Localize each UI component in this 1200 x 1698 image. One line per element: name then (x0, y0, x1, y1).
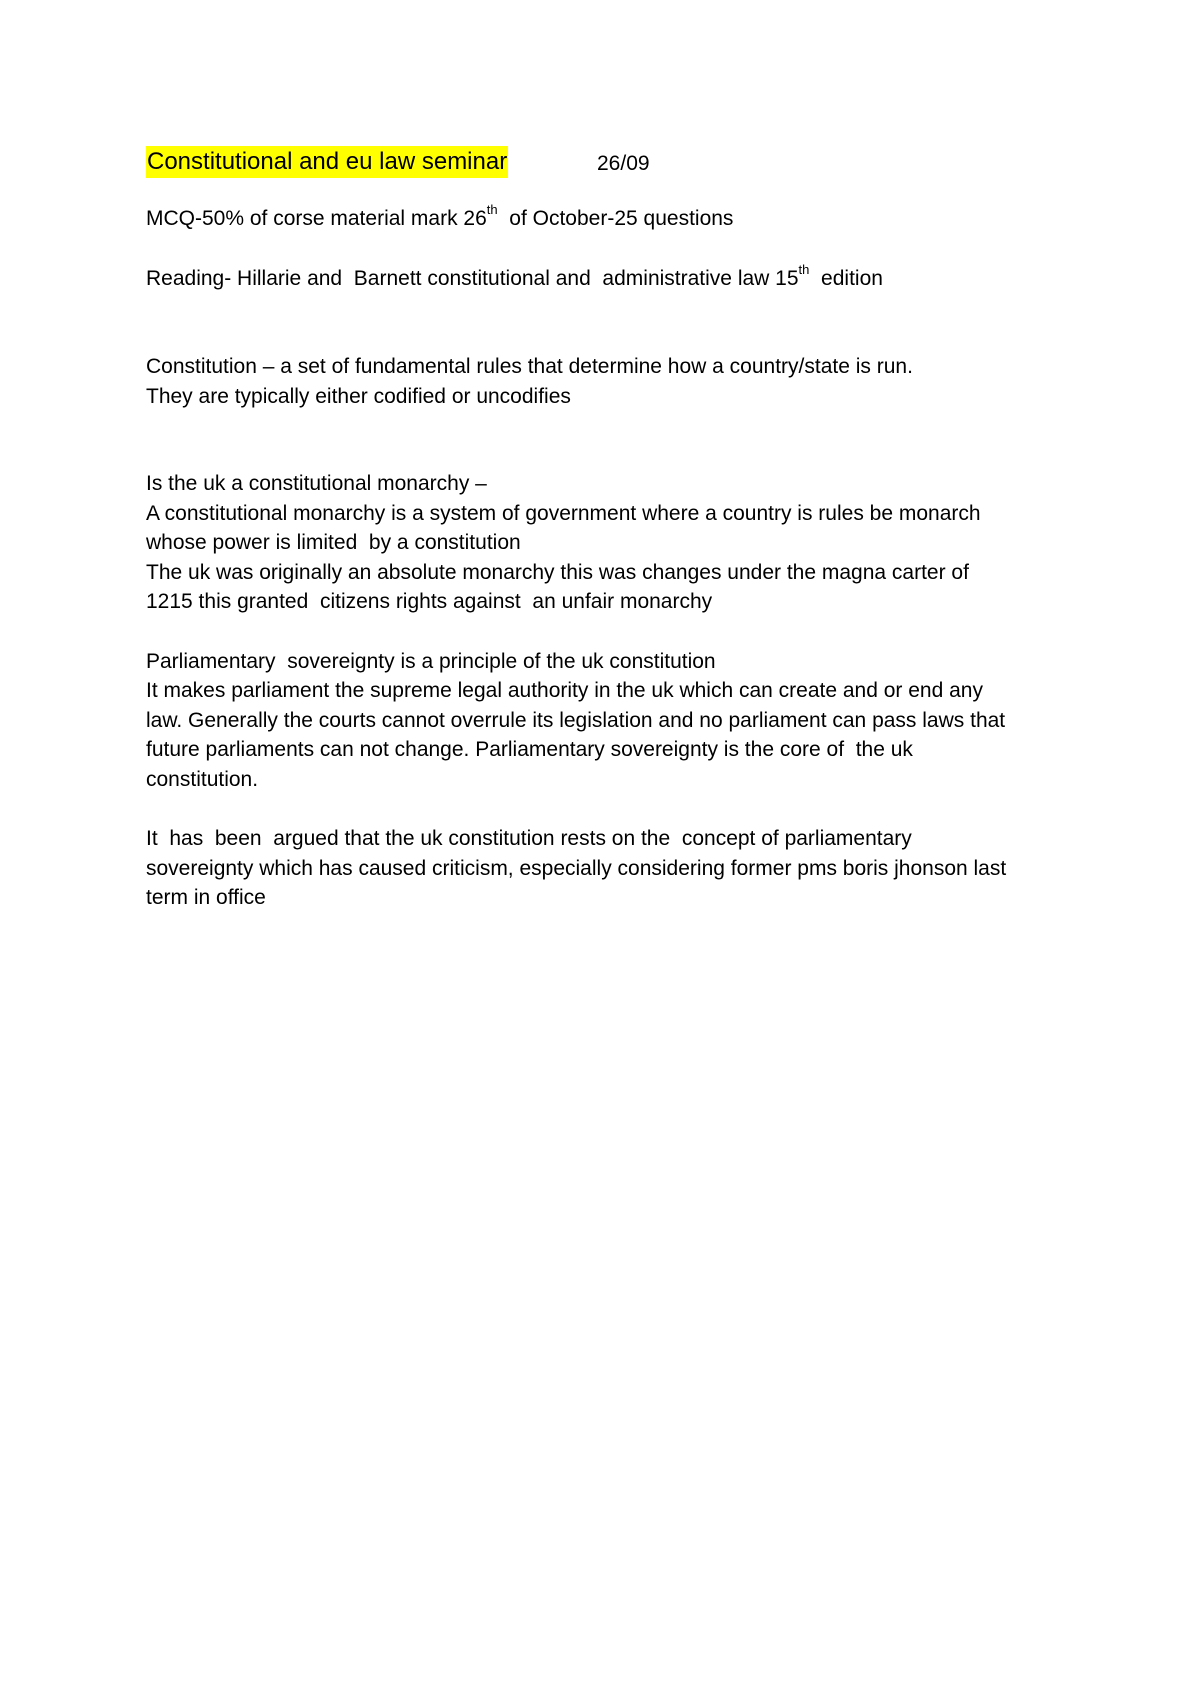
paragraph-line: 1215 this granted citizens rights against an unfair monarchy (146, 590, 713, 613)
document-title: Constitutional and eu law seminar (146, 146, 508, 178)
paragraph-line: Is the uk a constitutional monarchy – (146, 472, 487, 495)
paragraph-line: It makes parliament the supreme legal authority in the uk which can create and or end any (146, 679, 983, 702)
paragraph-line: law. Generally the courts cannot overrule its legislation and no parliament can pass laws that (146, 708, 1006, 732)
reading-line (146, 261, 1086, 294)
paragraph-line: Parliamentary sovereignty is a principle of the uk constitution (146, 649, 716, 673)
mcq-line (146, 204, 1086, 234)
title-row (146, 146, 1086, 180)
mcq-text-end: of October-25 questions (497, 207, 734, 230)
document-date: 26/09 (597, 152, 650, 175)
paragraph-line: A constitutional monarchy is a system of government where a country is rules be monarch (146, 501, 981, 525)
reading-text-end: edition (809, 266, 883, 290)
paragraph-line: constitution. (146, 767, 259, 791)
paragraph-line: It has been argued that the uk constitution rests on the concept of parliamentary (146, 827, 912, 850)
document-body (146, 146, 1086, 913)
criticism-paragraph (146, 824, 1086, 913)
reading-text: Reading- Hillarie and Barnett constitutional and administrative law 15 (146, 266, 799, 290)
mcq-superscript: th (486, 202, 498, 217)
paragraph-line: Constitution – a set of fundamental rules that determine how a country/state is run. (146, 355, 913, 378)
paragraph-line: whose power is limited by a constitution (146, 531, 521, 554)
paragraph-line: term in office (146, 886, 266, 909)
paragraph-line: They are typically either codified or uncodifies (146, 384, 571, 408)
sovereignty-paragraph (146, 647, 1086, 795)
constitution-paragraph (146, 352, 1086, 411)
monarchy-paragraph (146, 469, 1086, 617)
reading-superscript: th (798, 261, 810, 277)
mcq-text: MCQ-50% of corse material mark 26 (146, 207, 487, 230)
paragraph-line: The uk was originally an absolute monarchy this was changes under the magna carter of (146, 560, 969, 584)
paragraph-line: future parliaments can not change. Parliamentary sovereignty is the core of the uk (146, 738, 913, 761)
paragraph-line: sovereignty which has caused criticism, especially considering former pms boris jhonson last (146, 856, 1007, 880)
